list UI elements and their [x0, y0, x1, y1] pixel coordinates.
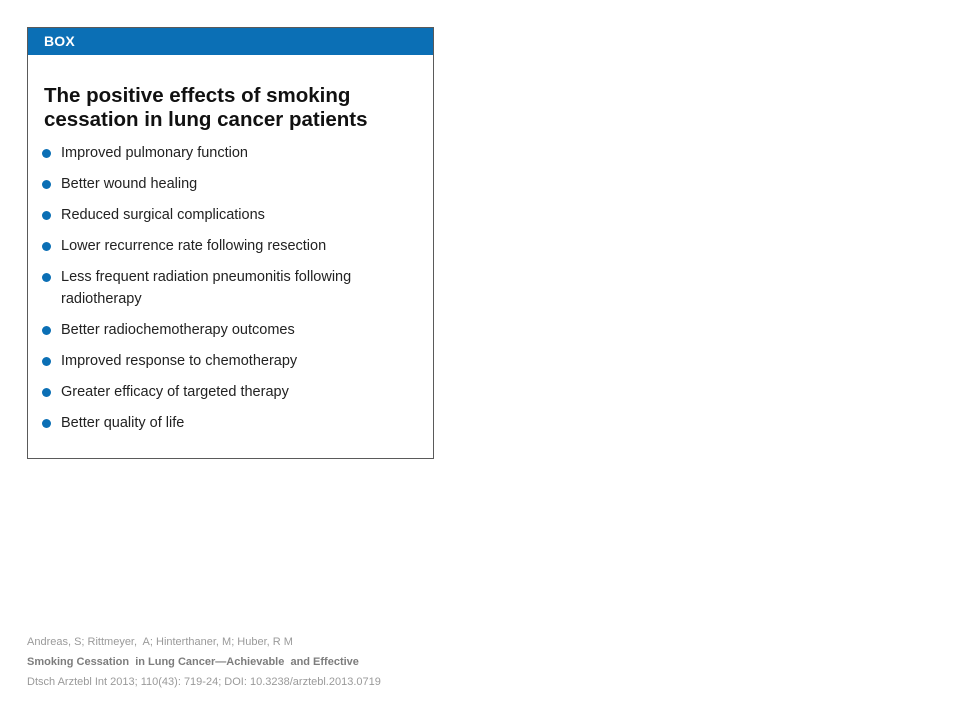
- list-item: [44, 204, 417, 226]
- list-item-text: Better radiochemotherapy outcomes: [61, 322, 295, 338]
- list-item: [44, 173, 417, 195]
- bullet-dot-icon: [42, 419, 51, 428]
- citation: [27, 632, 381, 692]
- box-content: [28, 55, 433, 434]
- list-item: [44, 381, 417, 403]
- bullet-dot-icon: [42, 273, 51, 282]
- list-item: [44, 350, 417, 372]
- citation-title: Smoking Cessation in Lung Cancer—Achievable and Effective: [27, 656, 359, 668]
- bullet-dot-icon: [42, 326, 51, 335]
- effects-list: [44, 142, 417, 434]
- list-item: [44, 319, 417, 341]
- box-title-line: cessation in lung cancer patients: [44, 108, 368, 131]
- bullet-dot-icon: [42, 180, 51, 189]
- box-title-line: The positive effects of smoking: [44, 84, 351, 107]
- bullet-dot-icon: [42, 211, 51, 220]
- info-box: [27, 27, 434, 459]
- citation-source: Dtsch Arztebl Int 2013; 110(43): 719-24; DOI: 10.3238/arztebl.2013.0719: [27, 676, 381, 688]
- list-item-text: Better quality of life: [61, 415, 185, 431]
- list-item-text: Improved response to chemotherapy: [61, 353, 298, 369]
- bullet-dot-icon: [42, 357, 51, 366]
- box-title: [44, 84, 417, 132]
- list-item-text: Better wound healing: [61, 176, 198, 192]
- list-item-text: Reduced surgical complications: [61, 207, 265, 223]
- bullet-dot-icon: [42, 388, 51, 397]
- list-item-text: Less frequent radiation pneumonitis following radiotherapy: [61, 269, 352, 307]
- list-item: [44, 266, 417, 310]
- box-header: [28, 28, 433, 55]
- citation-authors: Andreas, S; Rittmeyer, A; Hinterthaner, M; Huber, R M: [27, 636, 293, 648]
- list-item-text: Lower recurrence rate following resection: [61, 238, 327, 254]
- bullet-dot-icon: [42, 149, 51, 158]
- list-item: [44, 235, 417, 257]
- list-item: [44, 142, 417, 164]
- list-item-text: Greater efficacy of targeted therapy: [61, 384, 289, 400]
- box-header-label: BOX: [44, 33, 75, 49]
- list-item: [44, 412, 417, 434]
- bullet-dot-icon: [42, 242, 51, 251]
- list-item-text: Improved pulmonary function: [61, 145, 248, 161]
